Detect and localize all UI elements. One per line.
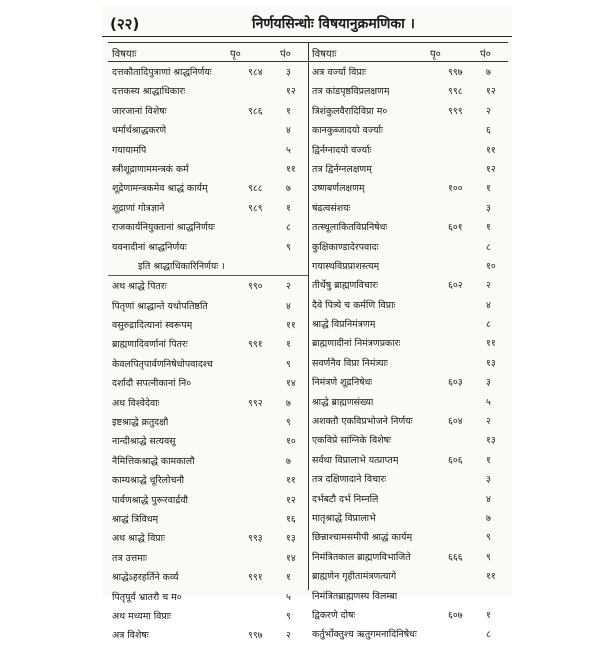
- line-header-label: पं०: [280, 49, 291, 60]
- index-entry: [108, 101, 308, 120]
- index-entry: [108, 606, 308, 625]
- entry-subject: छिन्नाश्चामसमीपी श्राद्धं कार्यम्: [312, 532, 413, 544]
- entry-line-number: ८: [486, 629, 491, 641]
- entry-subject: उष्णबर्णलक्षणम्: [312, 183, 365, 195]
- line-header-label: पं०: [480, 49, 491, 60]
- entry-subject: अशक्तौ एकविप्रभोजने निर्णयः: [312, 416, 413, 428]
- entry-page-number: ६०२: [448, 280, 463, 292]
- entry-subject: षंढत्वसंशयः: [312, 202, 351, 214]
- entry-subject: अत्र विशेषः: [112, 630, 149, 642]
- index-entry: [308, 140, 508, 159]
- entry-subject: पार्वणश्राद्धे पुरूरवार्द्रवौ: [112, 494, 188, 506]
- entry-line-number: २: [286, 630, 291, 642]
- entry-line-number: ९: [286, 358, 291, 370]
- entry-subject: शूद्रेणामन्त्रकमेव श्राद्धं कार्यम्: [112, 183, 208, 195]
- entry-subject: एकविप्रे सांग्निके विशेषः: [312, 435, 391, 447]
- entry-subject: कुक्षिकाण्डादेरपवादः: [312, 241, 379, 253]
- index-entry: [308, 333, 508, 352]
- entry-subject: द्विकरणे दोषः: [312, 609, 356, 621]
- entry-subject: निमंत्रितब्राह्मणस्य विलम्बा: [312, 590, 398, 602]
- entry-subject: तीर्थेषु ब्राह्मणविचारः: [312, 280, 378, 292]
- entry-line-number: ११: [486, 144, 496, 156]
- entry-line-number: ९: [286, 417, 291, 429]
- index-entry: [108, 587, 308, 606]
- entry-line-number: ७: [486, 512, 491, 524]
- entry-page-number: ९८८: [248, 183, 263, 195]
- index-entry: [108, 567, 308, 586]
- index-entry: [308, 101, 508, 120]
- entry-page-number: ९९०: [248, 281, 263, 293]
- entry-line-number: ९: [486, 532, 491, 544]
- left-column: [108, 42, 309, 642]
- entry-page-number: ६६६: [448, 551, 463, 563]
- page-number: (२२): [110, 15, 140, 33]
- index-entry: [308, 527, 508, 546]
- entry-line-number: ३: [486, 202, 491, 214]
- entry-line-number: २: [486, 416, 491, 428]
- index-entry: [108, 296, 308, 315]
- entry-line-number: १०: [486, 260, 496, 272]
- entry-line-number: १: [286, 202, 291, 214]
- entry-subject: ब्राह्मणेन गृहीतामंत्रणत्यागे: [312, 571, 397, 583]
- index-entry: [308, 198, 508, 217]
- index-entry: [308, 120, 508, 139]
- entry-subject: पितृणां श्राद्धान्ते यथोपतिष्ठति: [112, 300, 208, 312]
- entry-subject: दत्तकौतादिपुत्राणां श्राद्धनिर्णयः: [112, 67, 212, 78]
- page-header-label: पृ०: [430, 49, 441, 60]
- entry-line-number: ७: [286, 397, 291, 409]
- entry-line-number: ६: [486, 125, 491, 137]
- entry-subject: श्राद्धेऽहरहर्तिने कर्व्य: [112, 572, 179, 584]
- entry-subject: स्त्रीशूद्राणाममन्त्रकं कर्म: [112, 163, 189, 175]
- entry-line-number: ७: [286, 183, 291, 195]
- entry-page-number: ६०३: [448, 377, 463, 389]
- entry-subject: तत्स्थूलाकितविप्रनिषेधः: [312, 222, 388, 234]
- entry-subject: दैवे पित्र्ये च कर्मणि विप्राः: [312, 299, 396, 311]
- entry-line-number: १३: [486, 435, 496, 447]
- entry-subject: शूद्राणां गोत्रज्ञाने: [112, 202, 165, 214]
- index-entry: [108, 528, 308, 547]
- index-entry: [308, 566, 508, 585]
- index-entry: [108, 178, 308, 197]
- entry-subject: अथ मध्यमा विप्राः: [112, 610, 172, 622]
- entry-line-number: ४: [286, 300, 291, 312]
- entry-line-number: १: [286, 572, 291, 584]
- entry-line-number: ३: [286, 67, 291, 78]
- entry-subject: द्विर्नग्नादयो वर्ज्याः: [312, 144, 372, 156]
- entry-line-number: ७: [286, 455, 291, 467]
- entry-line-number: १: [486, 609, 491, 621]
- entry-subject: गयास्थविप्रप्राशस्त्यम्: [312, 260, 380, 272]
- index-entry: [308, 547, 508, 566]
- index-entry: [308, 624, 508, 643]
- index-entry: [308, 508, 508, 527]
- entry-subject: गयायामपि: [112, 144, 147, 156]
- left-column-header: [108, 42, 308, 62]
- entry-subject: अथ श्राद्धे विप्राः: [112, 533, 165, 545]
- index-entry: [108, 412, 308, 431]
- index-entry: [308, 275, 508, 294]
- entry-subject: वसुरुद्रादित्यानां स्वरूपम्: [112, 320, 193, 332]
- entry-subject: राजकार्यनियुक्तानां श्राद्धनिर्णयः: [112, 222, 216, 234]
- entry-subject: नान्दीश्राद्धे सत्यवसू: [112, 436, 176, 448]
- entry-page-number: ६०१: [448, 222, 463, 234]
- entry-page-number: ९९७: [248, 630, 263, 642]
- entry-page-number: ९८४: [248, 67, 263, 78]
- index-entry: [108, 237, 308, 256]
- entry-line-number: ८: [486, 241, 491, 253]
- page-header: [102, 12, 512, 37]
- entry-subject: केवलपितृपार्वणनिषेधोपवादश्च: [112, 358, 213, 370]
- entry-subject: तत्र दक्षिणादाने विचारः: [312, 474, 387, 486]
- entry-page-number: ६०६: [448, 454, 463, 466]
- entry-subject: मातृश्राद्धे विप्रालाभे: [312, 512, 376, 524]
- index-entry: [108, 548, 308, 567]
- entry-subject: तत्र कांडपृष्ठविप्रलक्षणम्: [312, 86, 390, 98]
- index-entry: [108, 198, 308, 217]
- index-entry: [308, 178, 508, 197]
- subject-header: विषयाः: [312, 49, 337, 60]
- entry-subject: पितृपूर्वं भ्रातरौ च म०: [112, 591, 182, 603]
- entry-page-number: ९९८: [448, 86, 463, 98]
- entry-subject: सवर्णनैव विप्रा निमंत्र्याः: [312, 357, 388, 369]
- entry-line-number: ३: [486, 377, 491, 389]
- entry-line-number: १०: [286, 436, 296, 448]
- entry-page-number: ९९७: [448, 67, 463, 78]
- index-entry: [308, 62, 508, 81]
- subject-header: विषयाः: [112, 49, 137, 60]
- entry-line-number: १: [486, 454, 491, 466]
- entry-line-number: १३: [286, 533, 296, 545]
- entry-subject: काम्यश्राद्धे धूरिलोचनौ: [112, 475, 185, 487]
- index-entry: [308, 392, 508, 411]
- index-entry: [308, 450, 508, 469]
- entry-subject: इष्टश्राद्धे क्रतुदक्षौ: [112, 417, 169, 429]
- index-entry: [308, 469, 508, 488]
- entry-line-number: ९: [286, 610, 291, 622]
- entry-line-number: १२: [486, 163, 496, 175]
- entry-subject: दत्तकस्य श्राद्धाधिकारः: [112, 86, 186, 98]
- entry-line-number: ९: [286, 241, 291, 253]
- page-title: निर्णयसिन्धोः विषयानुक्रमणिका ।: [252, 16, 415, 32]
- entry-subject: इति श्राद्धाधिकारिनिर्णयः ।: [138, 260, 225, 272]
- right-column: [308, 42, 508, 641]
- entry-line-number: ११: [286, 320, 296, 332]
- entry-subject: निमंत्रितकाल ब्राह्मणविभाजिते: [312, 551, 411, 563]
- entry-line-number: १२: [286, 86, 296, 98]
- entry-line-number: ४: [286, 125, 291, 137]
- index-entry: [108, 217, 308, 236]
- entry-line-number: ५: [286, 144, 291, 156]
- index-entry: [108, 62, 308, 81]
- index-entry: [108, 334, 308, 353]
- entry-subject: ब्राह्मणादीनां निमंत्रणप्रकारः: [312, 338, 401, 350]
- entry-subject: कानकुब्जादयो वर्ज्याः: [312, 125, 383, 137]
- entry-subject: तत्र द्विर्नग्नलक्षणम्: [312, 163, 372, 175]
- index-entry: [108, 276, 308, 295]
- entry-subject: श्राद्धं त्रिविधम्: [112, 513, 159, 525]
- index-entry: [108, 81, 308, 100]
- index-entry: [108, 354, 308, 373]
- entry-line-number: ९: [486, 551, 491, 563]
- entry-line-number: ८: [286, 222, 291, 234]
- entry-line-number: ४: [486, 493, 491, 505]
- index-entry: [308, 159, 508, 178]
- index-entry: [308, 430, 508, 449]
- entry-line-number: ७: [486, 67, 491, 78]
- entry-subject: त्रिशंकुलवैरादिविप्रा म०: [312, 105, 388, 117]
- entry-line-number: ५: [486, 396, 491, 408]
- right-column-header: [308, 42, 508, 62]
- index-entry: [108, 509, 308, 528]
- index-entry: [108, 625, 308, 644]
- index-entry: [108, 315, 308, 334]
- entry-subject: धर्मार्थश्राद्धकरणे: [112, 125, 167, 137]
- entry-page-number: ९८६: [248, 105, 263, 117]
- entry-line-number: १४: [286, 378, 296, 390]
- entry-subject: नैमित्तिकश्राद्धे कामकालौ: [112, 455, 195, 467]
- right-index-list: [308, 62, 508, 644]
- entry-page-number: ९९९: [448, 105, 463, 117]
- entry-line-number: ११: [486, 571, 496, 583]
- index-entry: [108, 431, 308, 450]
- entry-line-number: ११: [286, 163, 296, 175]
- entry-line-number: २: [486, 105, 491, 117]
- entry-page-number: ९९२: [248, 397, 263, 409]
- entry-line-number: १: [286, 339, 291, 351]
- entry-line-number: १: [286, 105, 291, 117]
- entry-subject: जारजानां विशेषः: [112, 105, 167, 117]
- index-entry: [308, 256, 508, 275]
- entry-line-number: ४: [486, 299, 491, 311]
- entry-subject: श्राद्धे विप्रनिमंत्रणम्: [312, 319, 376, 331]
- entry-page-number: ९९३: [248, 533, 263, 545]
- index-entry: [308, 237, 508, 256]
- entry-page-number: ६०४: [448, 416, 463, 428]
- entry-subject: तत्र उत्तमाः: [112, 552, 148, 564]
- index-entry: [308, 314, 508, 333]
- index-entry: [108, 140, 308, 159]
- entry-page-number: ६०७: [448, 609, 463, 621]
- entry-line-number: १: [486, 222, 491, 234]
- index-entry: [108, 470, 308, 489]
- index-entry: [108, 451, 308, 470]
- index-entry: [308, 411, 508, 430]
- entry-subject: सर्वथा विप्रालाभे यत्प्राप्तम्: [312, 454, 399, 466]
- entry-line-number: २: [286, 281, 291, 293]
- index-entry: [108, 159, 308, 178]
- entry-line-number: १: [486, 183, 491, 195]
- entry-page-number: ९८९: [248, 202, 263, 214]
- index-entry: [308, 605, 508, 624]
- entry-subject: निमंत्रणे शूद्रनिषेधः: [312, 377, 373, 389]
- entry-line-number: ३: [486, 474, 491, 486]
- entry-subject: श्राद्धे ब्राह्मणसंख्या: [312, 396, 374, 408]
- entry-subject: अत्र वर्ज्या विप्राः: [312, 67, 367, 78]
- index-entry: [108, 256, 308, 276]
- index-entry: [308, 586, 508, 605]
- entry-page-number: ९९१: [248, 339, 263, 351]
- entry-subject: ब्राह्मणादिवर्णानां पितरः: [112, 339, 188, 351]
- entry-line-number: ११: [486, 338, 496, 350]
- index-entry: [308, 372, 508, 391]
- entry-line-number: १४: [286, 552, 296, 564]
- entry-subject: यवनादीनां श्राद्धनिर्णयः: [112, 241, 187, 253]
- index-entry: [108, 490, 308, 509]
- index-entry: [108, 120, 308, 139]
- entry-line-number: १६: [286, 513, 296, 525]
- entry-subject: अथ श्राद्धे पितरः: [112, 281, 167, 293]
- entry-subject: दर्शादौ सपत्नीकानां नि०: [112, 378, 192, 390]
- entry-line-number: २: [486, 280, 491, 292]
- entry-subject: अथ विश्वेदेवाः: [112, 397, 160, 409]
- index-entry: [308, 489, 508, 508]
- entry-subject: दर्भबटौ दर्भ निम्नलि: [312, 493, 379, 505]
- index-entry: [308, 81, 508, 100]
- entry-line-number: १२: [286, 494, 296, 506]
- entry-line-number: ११: [286, 475, 296, 487]
- page-header-label: पृ०: [230, 49, 241, 60]
- entry-line-number: १३: [486, 357, 496, 369]
- index-entry: [308, 353, 508, 372]
- entry-line-number: ५: [286, 591, 291, 603]
- entry-page-number: १००: [448, 183, 463, 195]
- entry-line-number: १२: [486, 86, 496, 98]
- index-entry: [108, 373, 308, 392]
- index-entry: [308, 217, 508, 236]
- index-entry: [308, 295, 508, 314]
- document-page: [102, 6, 512, 642]
- entry-line-number: ८: [486, 319, 491, 331]
- entry-subject: कर्तुर्भोक्तुश्च ऋतुगमनादिनिषेधः: [312, 629, 417, 641]
- left-index-list: [108, 62, 308, 645]
- entry-page-number: ९९१: [248, 572, 263, 584]
- index-entry: [108, 393, 308, 412]
